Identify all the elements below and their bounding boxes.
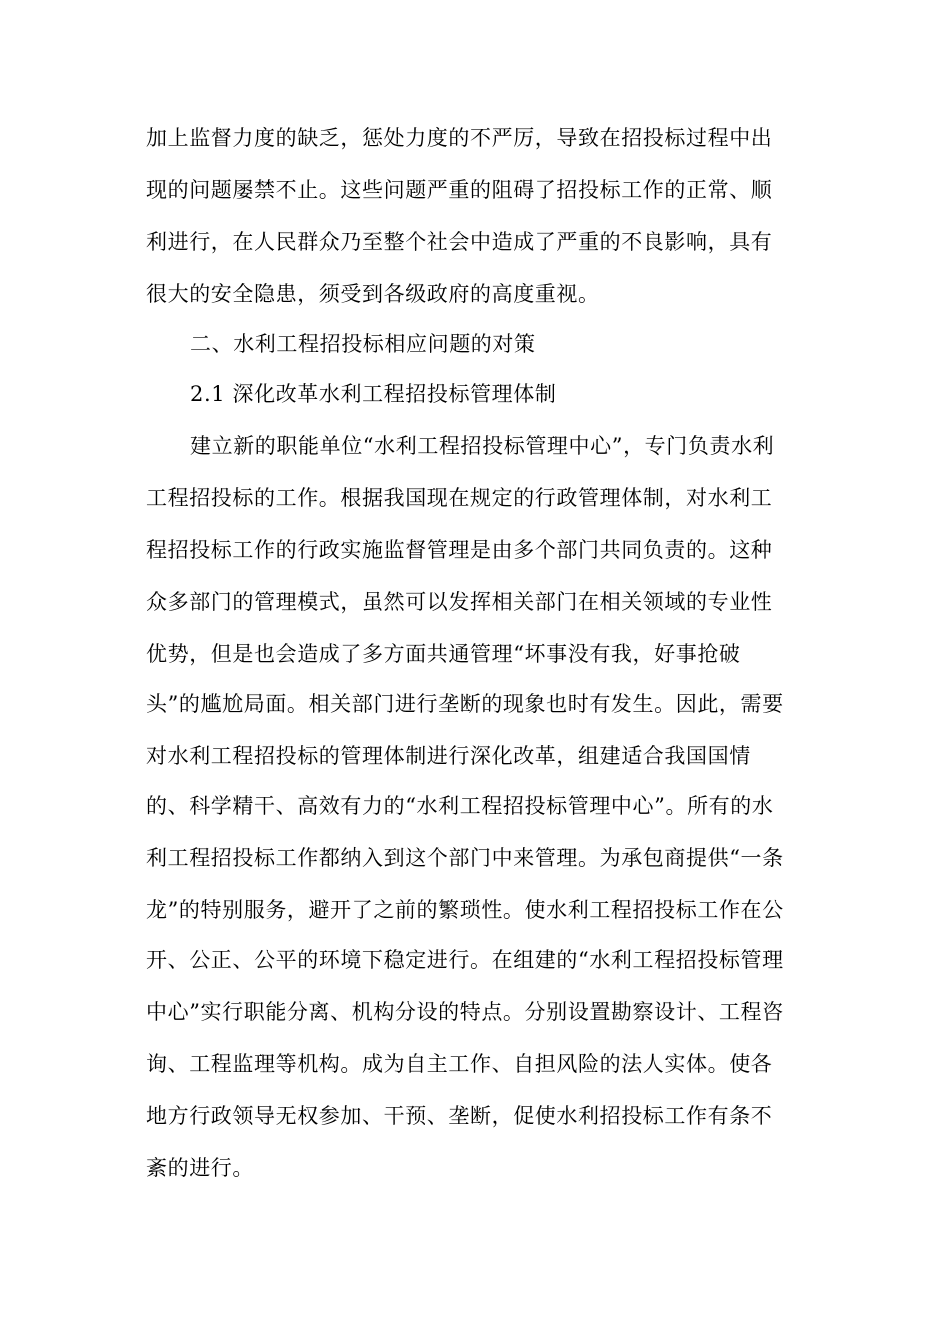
paragraph-line: 地方行政领导无权参加、干预、垄断，促使水利招投标工作有条不	[146, 1104, 773, 1128]
paragraph-line: 众多部门的管理模式，虽然可以发挥相关部门在相关领域的专业性	[146, 590, 773, 614]
paragraph-line: 对水利工程招投标的管理体制进行深化改革，组建适合我国国情	[146, 744, 751, 768]
paragraph-line: 利进行，在人民群众乃至整个社会中造成了严重的不良影响，具有	[146, 230, 773, 254]
paragraph-line: 开、公正、公平的环境下稳定进行。在组建的“水利工程招投标管理	[146, 948, 784, 972]
paragraph-line: 加上监督力度的缺乏，惩处力度的不严厉，导致在招投标过程中出	[146, 126, 773, 150]
paragraph-line: 紊的进行。	[146, 1156, 254, 1180]
paragraph-line: 很大的安全隐患，须受到各级政府的高度重视。	[146, 282, 600, 306]
paragraph-line: 建立新的职能单位“水利工程招投标管理中心”，专门负责水利	[190, 434, 775, 458]
paragraph-line: 头”的尴尬局面。相关部门进行垄断的现象也时有发生。因此，需要	[146, 692, 784, 716]
paragraph-line: 询、工程监理等机构。成为自主工作、自担风险的法人实体。使各	[146, 1052, 773, 1076]
paragraph-line: 的、科学精干、高效有力的“水利工程招投标管理中心”。所有的水	[146, 794, 774, 818]
paragraph-line: 龙”的特别服务，避开了之前的繁琐性。使水利工程招投标工作在公	[146, 898, 784, 922]
paragraph-line: 优势，但是也会造成了多方面共通管理“坏事没有我，好事抢破	[146, 642, 741, 666]
paragraph-line: 程招投标工作的行政实施监督管理是由多个部门共同负责的。这种	[146, 538, 773, 562]
paragraph-line: 现的问题屡禁不止。这些问题严重的阻碍了招投标工作的正常、顺	[146, 178, 773, 202]
paragraph-line: 利工程招投标工作都纳入到这个部门中来管理。为承包商提供“一条	[146, 846, 784, 870]
paragraph-line: 工程招投标的工作。根据我国现在规定的行政管理体制，对水利工	[146, 486, 773, 510]
section-heading: 二、水利工程招投标相应问题的对策	[190, 332, 536, 356]
subsection-heading: 2.1 深化改革水利工程招投标管理体制	[190, 382, 557, 406]
paragraph-line: 中心”实行职能分离、机构分设的特点。分别设置勘察设计、工程咨	[146, 1000, 784, 1024]
